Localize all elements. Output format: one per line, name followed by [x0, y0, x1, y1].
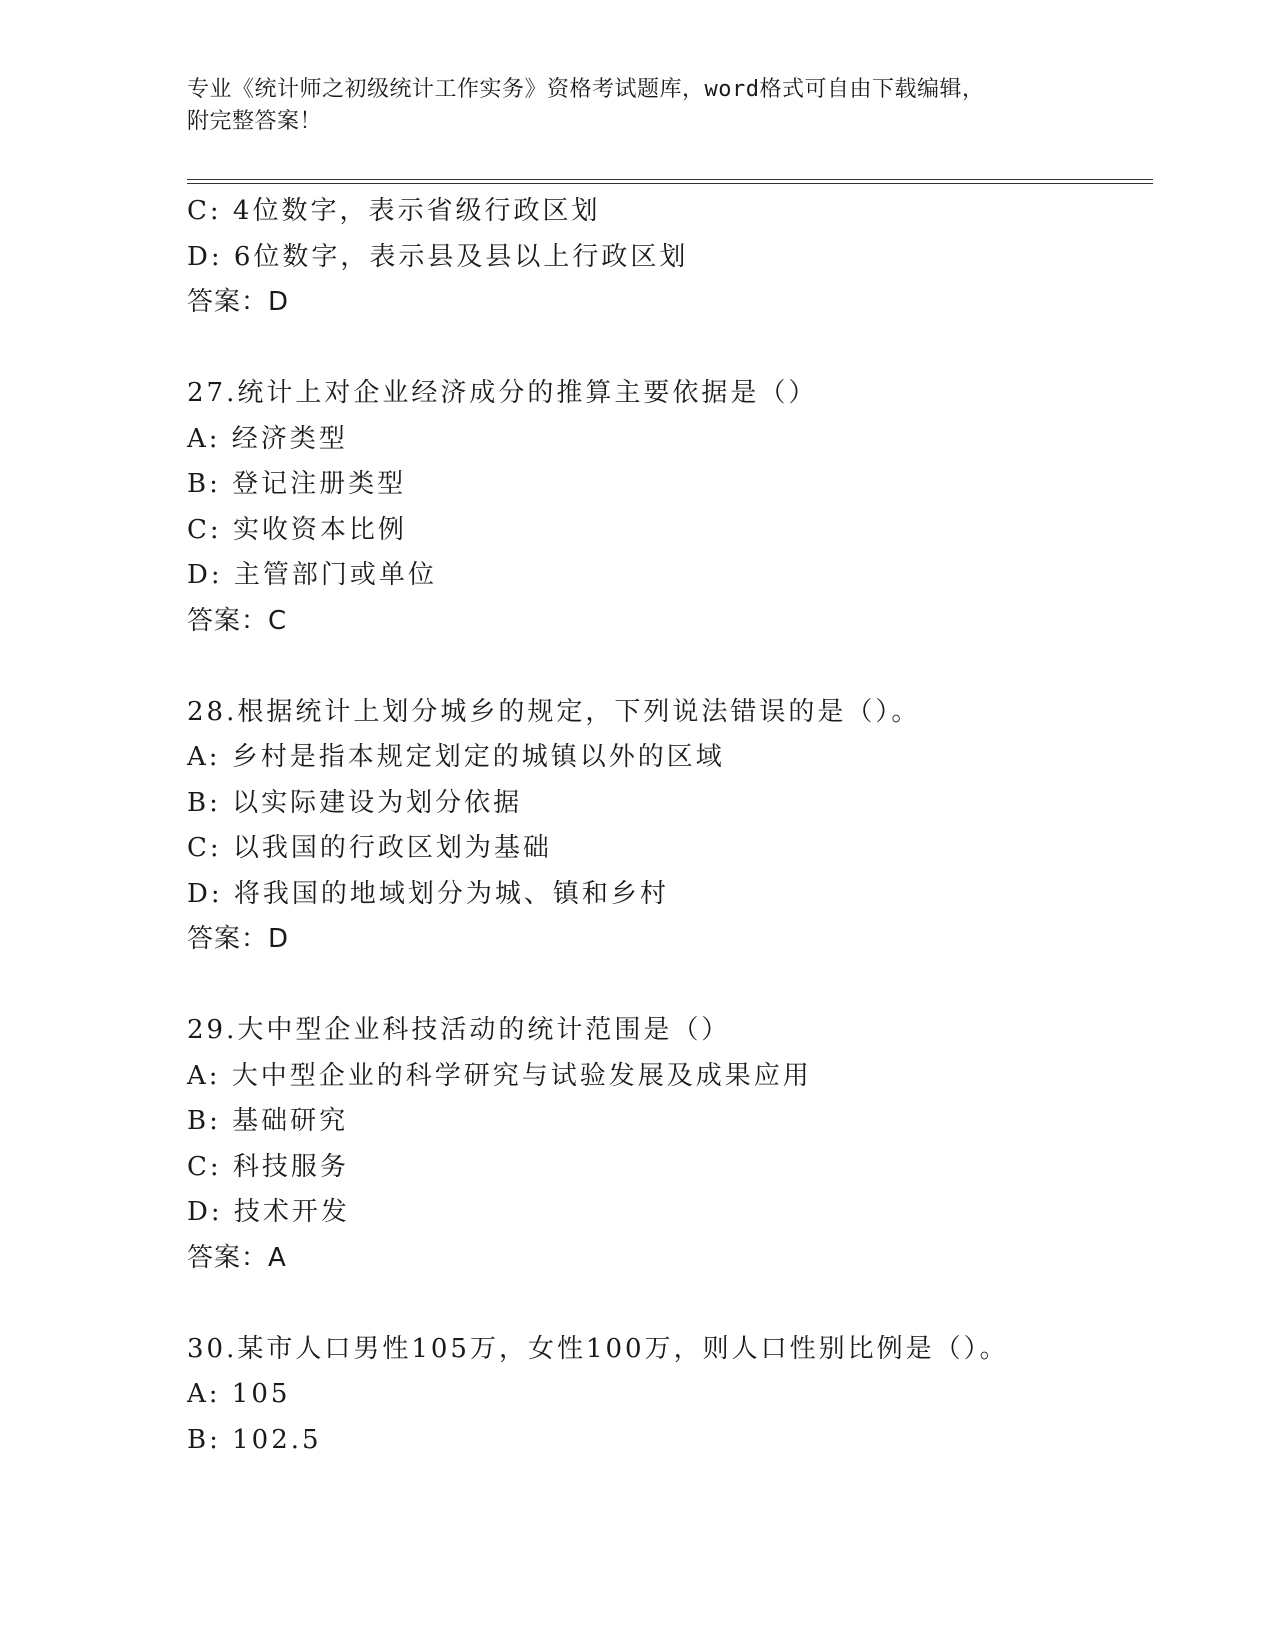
answer-line: 答案：A — [187, 1242, 287, 1273]
option-a: A: 105 — [187, 1379, 291, 1409]
document-header — [187, 74, 1067, 138]
option-a: A: 大中型企业的科学研究与试验发展及成果应用 — [187, 1060, 812, 1091]
question-list — [187, 189, 1153, 1463]
option-d: D: 将我国的地域划分为城、镇和乡村 — [187, 878, 669, 909]
option-a: A: 乡村是指本规定划定的城镇以外的区域 — [187, 742, 725, 772]
header-divider-bottom — [187, 183, 1153, 184]
header-divider-top — [187, 179, 1153, 180]
question-text: 30.某市人口男性105万，女性100万，则人口性别比例是（）。 — [187, 1333, 1009, 1364]
option-c: C: 4位数字，表示省级行政区划 — [187, 196, 601, 226]
question-text: 27.统计上对企业经济成分的推算主要依据是（） — [187, 378, 818, 408]
option-c: C: 科技服务 — [187, 1151, 349, 1182]
question-text: 29.大中型企业科技活动的统计范围是（） — [187, 1015, 731, 1045]
question-29 — [187, 1008, 1153, 1281]
header-line-2: 附完整答案！ — [187, 109, 323, 134]
option-d: D: 6位数字，表示县及县以上行政区划 — [187, 241, 689, 272]
option-b: B: 基础研究 — [187, 1106, 349, 1136]
answer-line: 答案：D — [187, 924, 290, 954]
spacer — [187, 963, 1153, 1009]
spacer — [187, 1281, 1153, 1327]
option-d: D: 技术开发 — [187, 1197, 350, 1227]
question-28 — [187, 690, 1153, 963]
option-d: D: 主管部门或单位 — [187, 560, 437, 590]
header-line-1: 专业《统计师之初级统计工作实务》资格考试题库，word格式可自由下载编辑， — [187, 77, 985, 102]
spacer — [187, 326, 1153, 372]
option-b: B: 登记注册类型 — [187, 469, 407, 499]
option-b: B: 以实际建设为划分依据 — [187, 787, 523, 818]
answer-line: 答案：D — [187, 287, 290, 317]
answer-line: 答案：C — [187, 605, 288, 636]
option-c: C: 实收资本比例 — [187, 514, 407, 545]
option-b: B: 102.5 — [187, 1424, 322, 1455]
spacer — [187, 644, 1153, 690]
option-c: C: 以我国的行政区划为基础 — [187, 833, 552, 863]
question-30 — [187, 1327, 1153, 1464]
question-27 — [187, 371, 1153, 644]
question-26-tail — [187, 189, 1153, 326]
question-text: 28.根据统计上划分城乡的规定，下列说法错误的是（）。 — [187, 696, 921, 727]
option-a: A: 经济类型 — [187, 423, 348, 454]
